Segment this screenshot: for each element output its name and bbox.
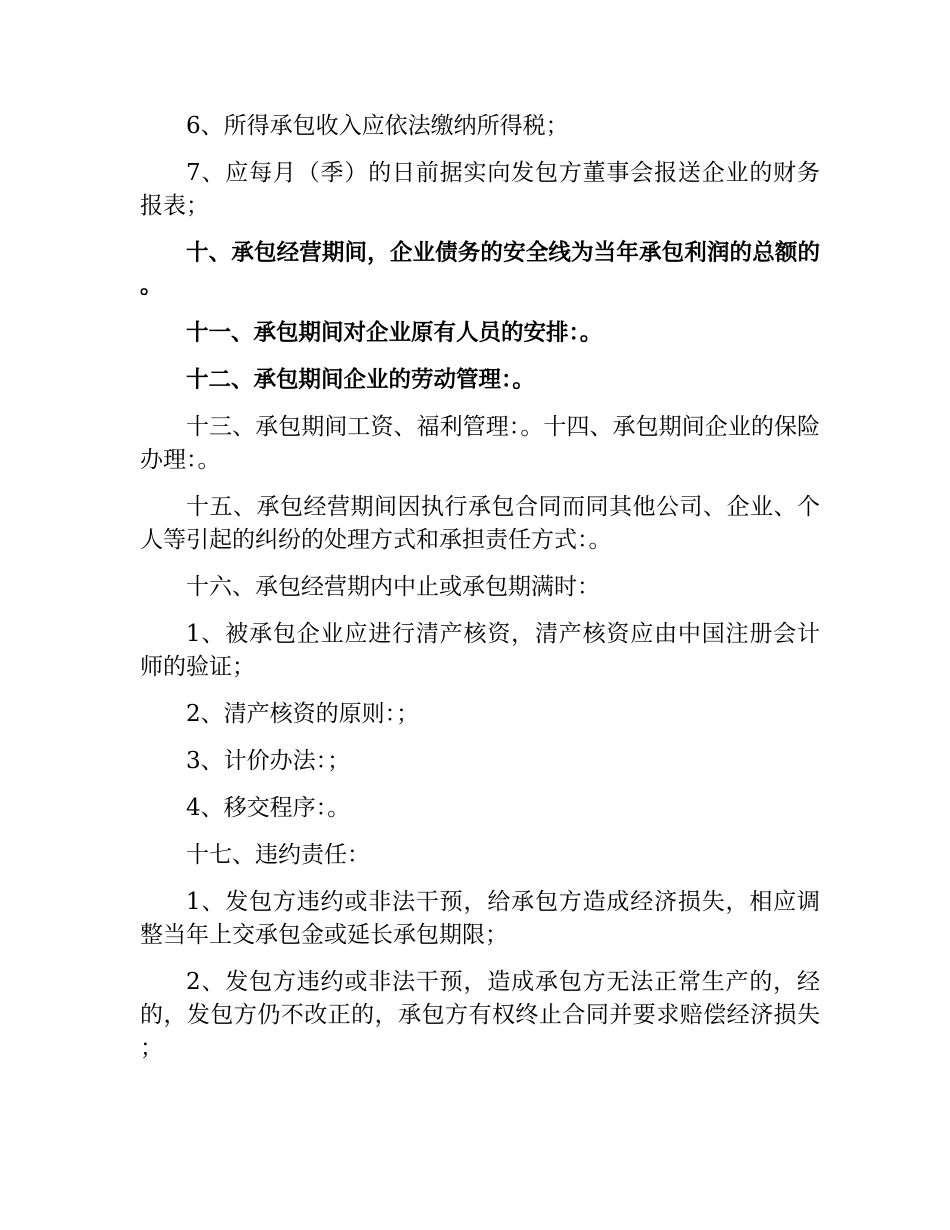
section-12-labor-management: 十二、承包期间企业的劳动管理：。 (186, 367, 535, 393)
document-page (140, 110, 820, 1079)
section-16-termination: 十六、承包经营期内中止或承包期满时： (186, 574, 600, 600)
section-17-liability: 十七、违约责任： (186, 842, 370, 868)
paragraph-item-6-income-tax: 6、所得承包收入应依法缴纳所得税； (186, 113, 569, 139)
section-15-dispute-handling: 十五、承包经营期间因执行承包合同而同其他公司、企业、个人等引起的纠纷的处理方式和承担责任方式：。 (140, 494, 820, 553)
section-10-debt-safety-line: 十、承包经营期间，企业债务的安全线为当年承包利润的总额的。 (140, 240, 820, 299)
paragraph-item-3-pricing-method: 3、计价办法：； (186, 748, 351, 774)
paragraph-item-2-verification-principles: 2、清产核资的原则：； (186, 701, 420, 727)
paragraph-item-4-handover-procedure: 4、移交程序：。 (186, 795, 351, 821)
paragraph-item-1-asset-verification: 1、被承包企业应进行清产核资，清产核资应由中国注册会计师的验证； (140, 621, 820, 680)
paragraph-item-1-employer-breach-loss: 1、发包方违约或非法干预，给承包方造成经济损失，相应调整当年上交承包金或延长承包期限； (140, 889, 820, 948)
paragraph-item-7-financial-reports: 7、应每月（季）的日前据实向发包方董事会报送企业的财务报表； (140, 160, 820, 219)
section-11-staff-arrangement: 十一、承包期间对企业原有人员的安排：。 (186, 320, 603, 346)
paragraph-item-2-employer-breach-termination: 2、发包方违约或非法干预，造成承包方无法正常生产的，经的，发包方仍不改正的，承包方有权终止合同并要求赔偿经济损失； (140, 969, 820, 1061)
section-13-14-wages-insurance: 十三、承包期间工资、福利管理：。十四、承包期间企业的保险办理：。 (140, 414, 820, 473)
